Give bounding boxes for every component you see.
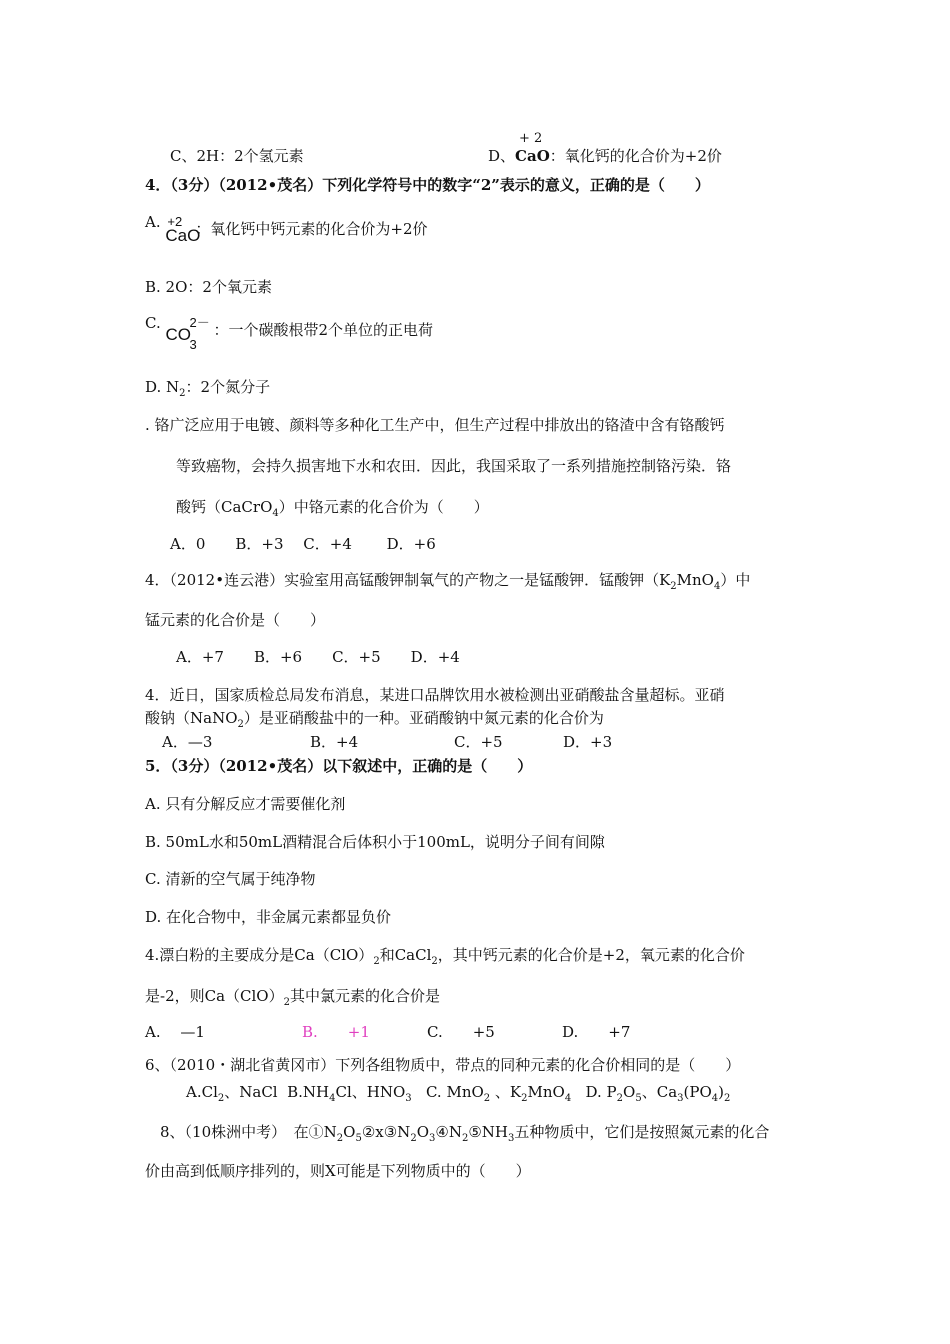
q6-option-a: $A.Cl_2$、NaCl (186, 1083, 278, 1104)
q4c-option-c: C．+5 (454, 733, 503, 751)
q-cr-line2: 等致癌物，会持久损害地下水和农田．因此，我国采取了一系列措施控制铬污染．铬 (176, 457, 732, 475)
q5-option-d: D. 在化合物中，非金属元素都显负价 (145, 908, 392, 926)
q4a-option-c-formula (165, 313, 214, 352)
q6-stem: 6、（2010・湖北省黄冈市）下列各组物质中，带点的同种元素的化合价相同的是（ ） (145, 1056, 741, 1074)
q4d-line2-post: 其中氯元素的化合价是 (289, 987, 440, 1005)
q4d-option-c: C. +5 (427, 1023, 495, 1041)
q4b-line1-sub1: 2 (670, 581, 677, 592)
q3-option-d-text: ：氧化钙的化合价为+2价 (549, 147, 722, 165)
q4a-option-d (145, 377, 270, 404)
q4a-option-a-formula (165, 212, 201, 248)
q5-stem: 5．（3分）（2012•茂名）以下叙述中，正确的是（ ） (145, 757, 533, 775)
q4d-line1 (145, 945, 745, 972)
q5-option-a: A. 只有分解反应才需要催化剂 (145, 795, 346, 813)
q4a-option-a-compound: CaO (165, 226, 201, 245)
q3-option-d-superscript: + 2 (519, 131, 543, 146)
q4b-line1-pre: 4．（2012•连云港）实验室用高锰酸钾制氧气的产物之一是锰酸钾．锰酸钾（K (145, 571, 671, 589)
q4a-option-a-text: ：氧化钙中钙元素的化合价为+2价 (195, 220, 428, 238)
q3-option-c: C、2H：2个氢元素 (170, 147, 304, 165)
q3-option-d (488, 146, 722, 166)
q4b-options: A．+7 B．+6 C．+5 D．+4 (176, 648, 460, 666)
q4c-line2-post: ）是亚硝酸盐中的一种。亚硝酸钠中氮元素的化合价为 (243, 709, 604, 727)
q4b-line1-mid: MnO (676, 571, 714, 589)
q-cr-line3-post: ）中铬元素的化合价为（ ） (278, 498, 489, 516)
q6-options (186, 1082, 730, 1109)
q4a-option-a (145, 212, 428, 248)
q4a-option-c-charge: 2－ (189, 315, 210, 330)
q-cr-line1: . 铬广泛应用于电镀、颜料等多种化工生产中，但生产过程中排放出的铬渣中含有铬酸钙 (145, 416, 725, 434)
q4d-line1-mid: 和CaCl (379, 946, 432, 964)
q-cr-line3-pre: 酸钙（CaCrO (176, 498, 273, 516)
q4a-option-c (145, 313, 434, 352)
q4a-stem: 4．（3分）（2012•茂名）下列化学符号中的数字“2”表示的意义，正确的是（ ） (145, 176, 710, 194)
q6-option-c: C. MnO$_2$ 、$K_2MnO_4$ (425, 1083, 572, 1104)
q6-option-b: $B.NH_4Cl$、$HNO_3$ (287, 1083, 412, 1104)
q4c-line1: 4．近日，国家质检总局发布消息，某进口品牌饮用水被检测出亚硝酸盐含量超标。亚硝 (145, 686, 725, 704)
q4d-option-d: D. +7 (562, 1023, 631, 1041)
q4b-line1 (145, 570, 750, 597)
q5-option-b: B. 50mL水和50mL酒精混合后体积小于100mL，说明分子间有间隙 (145, 833, 605, 851)
q4d-line1-sub2: 2 (431, 956, 438, 967)
q4c-line2-sub: 2 (237, 719, 244, 730)
q4a-option-c-text: ：一个碳酸根带2个单位的正电荷 (213, 321, 434, 339)
q4d-line2 (145, 986, 440, 1013)
q4a-option-a-valence: +2 (167, 214, 183, 229)
q4d-line1-sub1: 2 (373, 956, 380, 967)
q4b-line1-sub2: 4 (713, 581, 721, 592)
q4b-line2: 锰元素的化合价是（ ） (145, 611, 326, 629)
q4c-option-a: A．—3 (162, 733, 213, 751)
q6-option-d: D. $P_2O_5$、$Ca_3(PO_4)_2$ (585, 1083, 731, 1104)
q4d-line2-pre: 是-2，则Ca（ClO） (145, 987, 284, 1005)
q4c-line2 (145, 708, 604, 735)
q4d-option-a: A. —1 (145, 1023, 205, 1041)
q4a-option-a-label: A. (145, 213, 161, 231)
q4d-line1-pre: 4.漂白粉的主要成分是Ca（ClO） (145, 946, 374, 964)
q4a-option-c-label: C. (145, 314, 161, 332)
q4d-line2-sub: 2 (283, 997, 290, 1008)
q4c-option-b: B．+4 (310, 733, 359, 751)
q4a-option-d-text: ：2个氮分子 (185, 378, 271, 396)
q-cr-line3 (176, 497, 489, 524)
q4a-option-c-base: CO (165, 325, 191, 344)
q4a-option-c-subscript: 3 (189, 337, 197, 352)
q4a-option-d-sub: 2 (179, 388, 186, 399)
q4a-option-d-label: D. N (145, 378, 180, 396)
q4b-line1-post: ）中 (720, 571, 751, 589)
q3-option-d-formula: CaO (515, 147, 550, 165)
q4c-line2-pre: 酸钠（NaNO (145, 709, 238, 727)
q4d-option-b: B. +1 (302, 1023, 370, 1041)
q4c-option-d: D．+3 (563, 733, 613, 751)
q-cr-line3-sub: 4 (272, 508, 279, 519)
q3-option-d-prefix: D、 (488, 147, 516, 165)
q-cr-options: A．0 B．+3 C．+4 D．+6 (170, 535, 436, 553)
q4d-line1-post: ，其中钙元素的化合价是+2，氧元素的化合价 (437, 946, 745, 964)
q4a-option-b: B. 2O：2个氧元素 (145, 278, 272, 296)
q5-option-c: C. 清新的空气属于纯净物 (145, 870, 316, 888)
q8-line1: 8、（10株洲中考） 在$①N_2O_5②x③N_2O_3④N_2⑤NH_3$五种物质中，它们是按照氮元素的化合 (160, 1123, 770, 1144)
q8-line2: 价由高到低顺序排列的，则X可能是下列物质中的（ ） (145, 1162, 531, 1180)
